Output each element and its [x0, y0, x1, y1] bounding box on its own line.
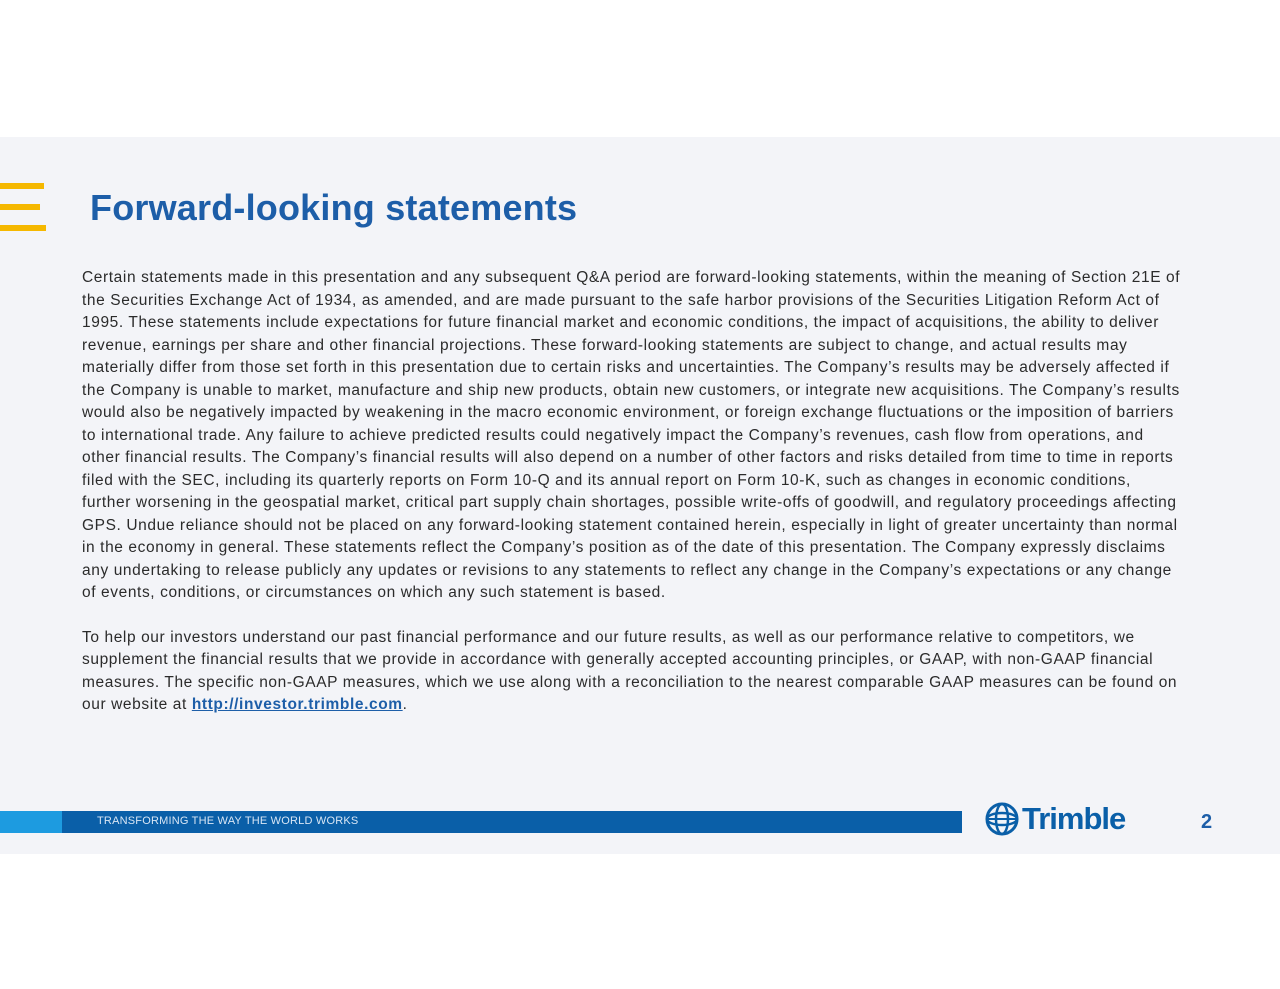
globe-icon	[984, 801, 1020, 837]
page-number: 2	[1201, 811, 1213, 833]
logo-text: Trimble	[1022, 801, 1126, 836]
slide-title: Forward-looking statements	[90, 187, 578, 228]
slide	[0, 137, 1280, 854]
slide-body	[82, 267, 1182, 739]
investor-link[interactable]: http://investor.trimble.com	[191, 696, 403, 713]
non-gaap-paragraph	[82, 627, 1182, 717]
disclaimer-paragraph: Certain statements made in this presentation and any subsequent Q&A period are forward-looking statements, within the meaning of Section 21E of the Securities Exchange Act of 1934, as amended, and are made pursuant to the safe harbor provisions of the Securities Litigation Reform Act of 1995. These statements include expectations for future financial market and economic conditions, the impact of acquisitions, the ability to deliver revenue, earnings per share and other financial projections. These forward-looking statements are subject to change, and actual results may materially differ from those set forth in this presentation due to certain risks and uncertainties. The Company’s results may be adversely affected if the Company is unable to market, manufacture and ship new products, obtain new customers, or integrate new acquisitions. The Company’s results would also be negatively impacted by weakening in the macro economic environment, or foreign exchange fluctuations or the imposition of barriers to international trade. Any failure to achieve predicted results could negatively impact the Company’s revenues, cash flow from operations, and other financial results. The Company’s financial results will also depend on a number of other factors and risks detailed from time to time in reports filed with the SEC, including its quarterly reports on Form 10-Q and its annual report on Form 10-K, such as changes in economic conditions, further worsening in the geospatial market, critical part supply chain shortages, possible write-offs of goodwill, and regulatory proceedings affecting GPS. Undue reliance should not be placed on any forward-looking statement contained herein, especially in light of greater uncertainty than normal in the economy in general. These statements reflect the Company’s position as of the date of this presentation. The Company expressly disclaims any undertaking to release publicly any updates or revisions to any statements to reflect any change in the Company’s expectations or any change of events, conditions, or circumstances on which any such statement is based.	[82, 269, 1181, 601]
footer-tagline: TRANSFORMING THE WAY THE WORLD WORKS	[97, 815, 359, 827]
menu-bars-icon	[0, 183, 46, 231]
trimble-logo	[984, 801, 1125, 837]
footer-bar	[0, 811, 962, 833]
non-gaap-text-end: .	[402, 696, 408, 713]
non-gaap-text: To help our investors understand our past financial performance and our future results, as well as our performance relative to competitors, we supplement the financial results that we provide in accordance with generally accepted accounting principles, or GAAP, with non-GAAP financial measures. The specific non-GAAP measures, which we use along with a reconciliation to the nearest comparable GAAP measures can be found on our website at	[82, 628, 1178, 713]
